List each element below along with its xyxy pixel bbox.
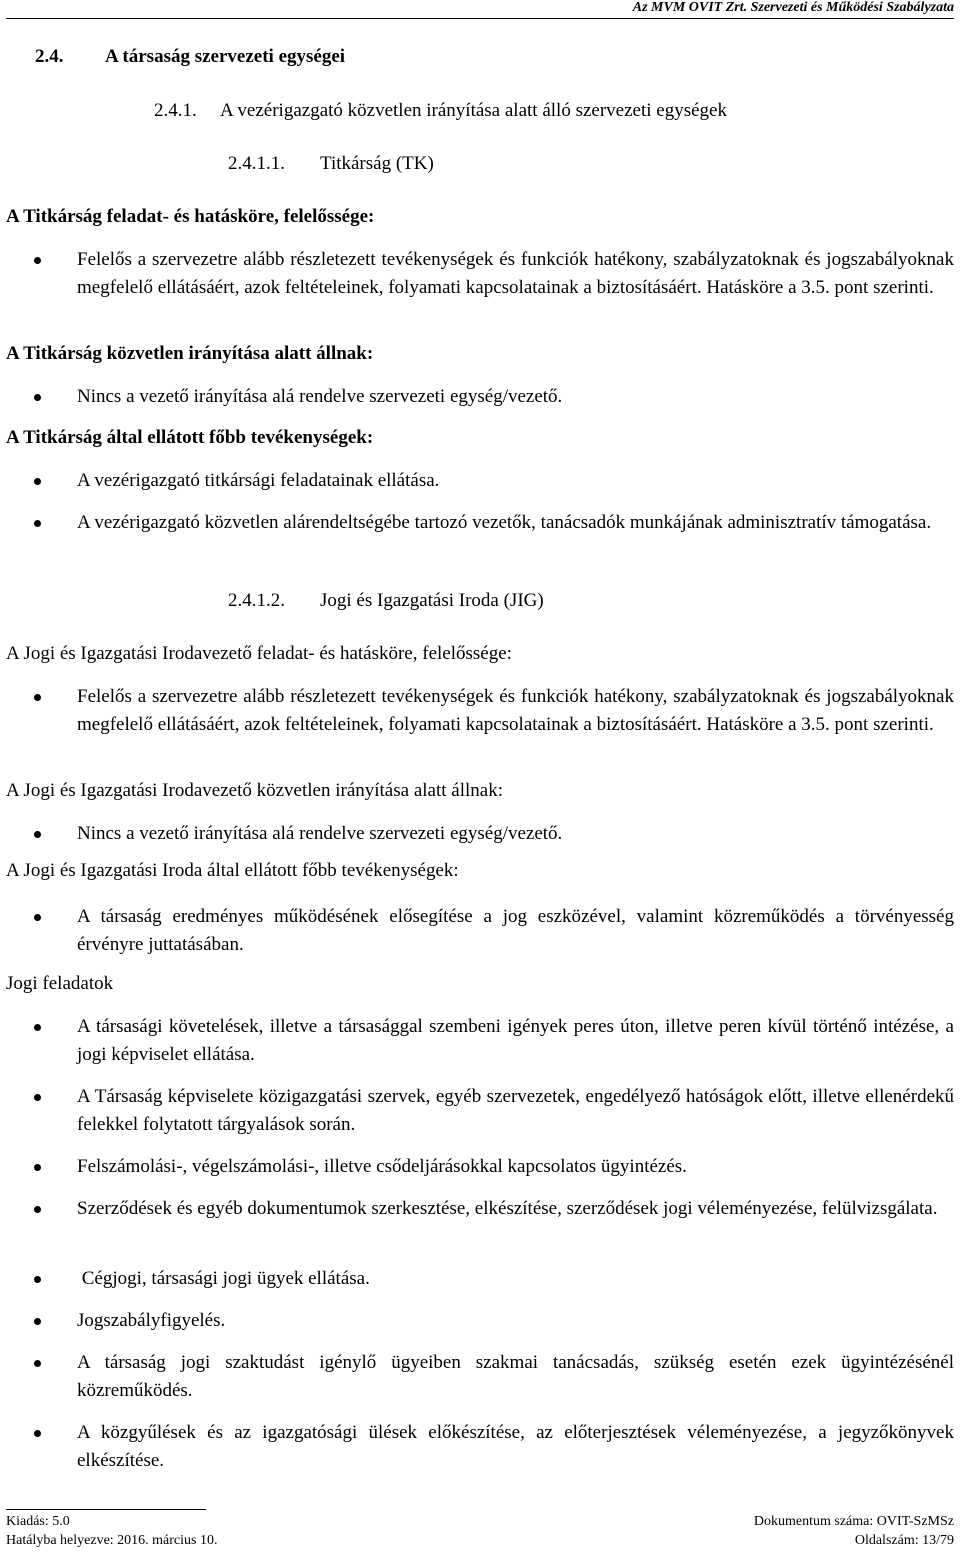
bullet-icon	[34, 694, 41, 701]
bullet-icon	[34, 1276, 41, 1283]
section-title: Titkárság (TK)	[320, 153, 434, 174]
footer-page-number: Oldalszám: 13/79	[854, 1533, 954, 1548]
bullet-icon	[34, 1024, 41, 1031]
bullet-icon	[34, 914, 41, 921]
list-item	[0, 1153, 960, 1181]
list-item-text: A közgyűlések és az igazgatósági ülések előkészítése, az előterjesztések véleményezése, a jegyzőkönyvek elkészítése.	[77, 1422, 954, 1471]
section-2-4-1-heading	[154, 100, 727, 122]
bullet-icon	[34, 1164, 41, 1171]
bullet-icon	[34, 257, 41, 264]
list-item-text: Felelős a szervezetre alább részletezett tevékenységek és funkciók hatékony, szabályzatoknak és jogszabályoknak megfelelő ellátásáért, azok feltételeinek, folyamati kapcsolatainak a biztosításáért. Hatásköre a 3.5. pont szerinti.	[77, 249, 954, 298]
section-title: Jogi és Igazgatási Iroda (JIG)	[320, 590, 544, 611]
bullet-icon	[34, 831, 41, 838]
tk-subordinates-heading: A Titkárság közvetlen irányítása alatt állnak:	[6, 343, 374, 364]
section-2-4-1-2-heading	[228, 590, 544, 612]
section-title: A vezérigazgató közvetlen irányítása alatt álló szervezeti egységek	[220, 100, 727, 121]
list-item-text: Szerződések és egyéb dokumentumok szerkesztése, elkészítése, szerződések jogi véleményezése, felülvizsgálata.	[77, 1198, 938, 1219]
bullet-icon	[34, 520, 41, 527]
list-item	[0, 1013, 960, 1069]
section-number: 2.4.1.	[154, 100, 197, 121]
tk-responsibility-heading: A Titkárság feladat- és hatásköre, felelőssége:	[6, 206, 375, 227]
header-divider	[6, 18, 954, 19]
jig-activities-heading: A Jogi és Igazgatási Iroda által ellátott főbb tevékenységek:	[6, 860, 459, 881]
list-item	[0, 467, 960, 495]
list-item-text: Cégjogi, társasági jogi ügyek ellátása.	[77, 1268, 370, 1289]
bullet-icon	[34, 1430, 41, 1437]
list-item-text: A társaság jogi szaktudást igénylő ügyeiben szakmai tanácsadás, szükség esetén ezek ügyintézésénél közreműködés.	[77, 1352, 954, 1401]
list-item-text: Felelős a szervezetre alább részletezett tevékenységek és funkciók hatékony, szabályzatoknak és jogszabályoknak megfelelő ellátásáért, azok feltételeinek, folyamati kapcsolatainak a biztosításáért. Hatásköre a 3.5. pont szerinti.	[77, 686, 954, 735]
list-item-text: A Társaság képviselete közigazgatási szervek, egyéb szervezetek, engedélyező hatóságok előtt, illetve ellenérdekű felekkel folytatott tárgyalások során.	[77, 1086, 954, 1135]
section-2-4-heading	[35, 46, 345, 68]
list-item-text: A vezérigazgató titkársági feladatainak ellátása.	[77, 470, 440, 491]
section-number: 2.4.1.2.	[228, 590, 285, 611]
tk-activities-heading: A Titkárság által ellátott főbb tevékenységek:	[6, 427, 374, 448]
footer-edition: Kiadás: 5.0	[6, 1514, 70, 1529]
list-item	[0, 903, 960, 959]
document-header-title: Az MVM OVIT Zrt. Szervezeti és Működési Szabályzata	[632, 0, 954, 15]
footer-document-number: Dokumentum száma: OVIT-SzMSz	[753, 1514, 954, 1529]
list-item	[0, 1307, 960, 1335]
bullet-icon	[34, 1094, 41, 1101]
list-item-text: A társaság eredményes működésének elősegítése a jog eszközével, valamint közreműködés a törvényesség érvényre juttatásában.	[77, 906, 954, 955]
list-item	[0, 1195, 960, 1251]
list-item	[0, 383, 960, 411]
section-title: A társaság szervezeti egységei	[105, 46, 346, 67]
footer-effective-date: Hatályba helyezve: 2016. március 10.	[6, 1533, 218, 1548]
list-item-text: Jogszabályfigyelés.	[77, 1310, 226, 1331]
list-item	[0, 820, 960, 848]
footer-divider	[6, 1509, 206, 1510]
list-item	[0, 1349, 960, 1405]
section-number: 2.4.	[35, 46, 64, 67]
section-number: 2.4.1.1.	[228, 153, 285, 174]
list-item	[0, 1419, 960, 1475]
bullet-icon	[34, 478, 41, 485]
bullet-icon	[34, 1318, 41, 1325]
bullet-icon	[34, 394, 41, 401]
list-item	[0, 246, 960, 330]
jig-responsibility-heading: A Jogi és Igazgatási Irodavezető feladat- és hatásköre, felelőssége:	[6, 643, 512, 664]
list-item-text: A társasági követelések, illetve a társasággal szembeni igények peres úton, illetve peren kívül történő intézése, a jogi képviselet ellátása.	[77, 1016, 954, 1065]
list-item-text: Nincs a vezető irányítása alá rendelve szervezeti egység/vezető.	[77, 823, 563, 844]
legal-tasks-subheading: Jogi feladatok	[6, 973, 114, 994]
list-item	[0, 1265, 960, 1293]
bullet-icon	[34, 1360, 41, 1367]
list-item	[0, 683, 960, 767]
jig-subordinates-heading: A Jogi és Igazgatási Irodavezető közvetlen irányítása alatt állnak:	[6, 780, 503, 801]
list-item-text: A vezérigazgató közvetlen alárendeltségébe tartozó vezetők, tanácsadók munkájának adminisztratív támogatása.	[77, 512, 932, 533]
bullet-icon	[34, 1206, 41, 1213]
section-2-4-1-1-heading	[228, 153, 434, 175]
list-item-text: Felszámolási-, végelszámolási-, illetve csődeljárásokkal kapcsolatos ügyintézés.	[77, 1156, 687, 1177]
list-item	[0, 509, 960, 565]
list-item	[0, 1083, 960, 1139]
list-item-text: Nincs a vezető irányítása alá rendelve szervezeti egység/vezető.	[77, 386, 563, 407]
